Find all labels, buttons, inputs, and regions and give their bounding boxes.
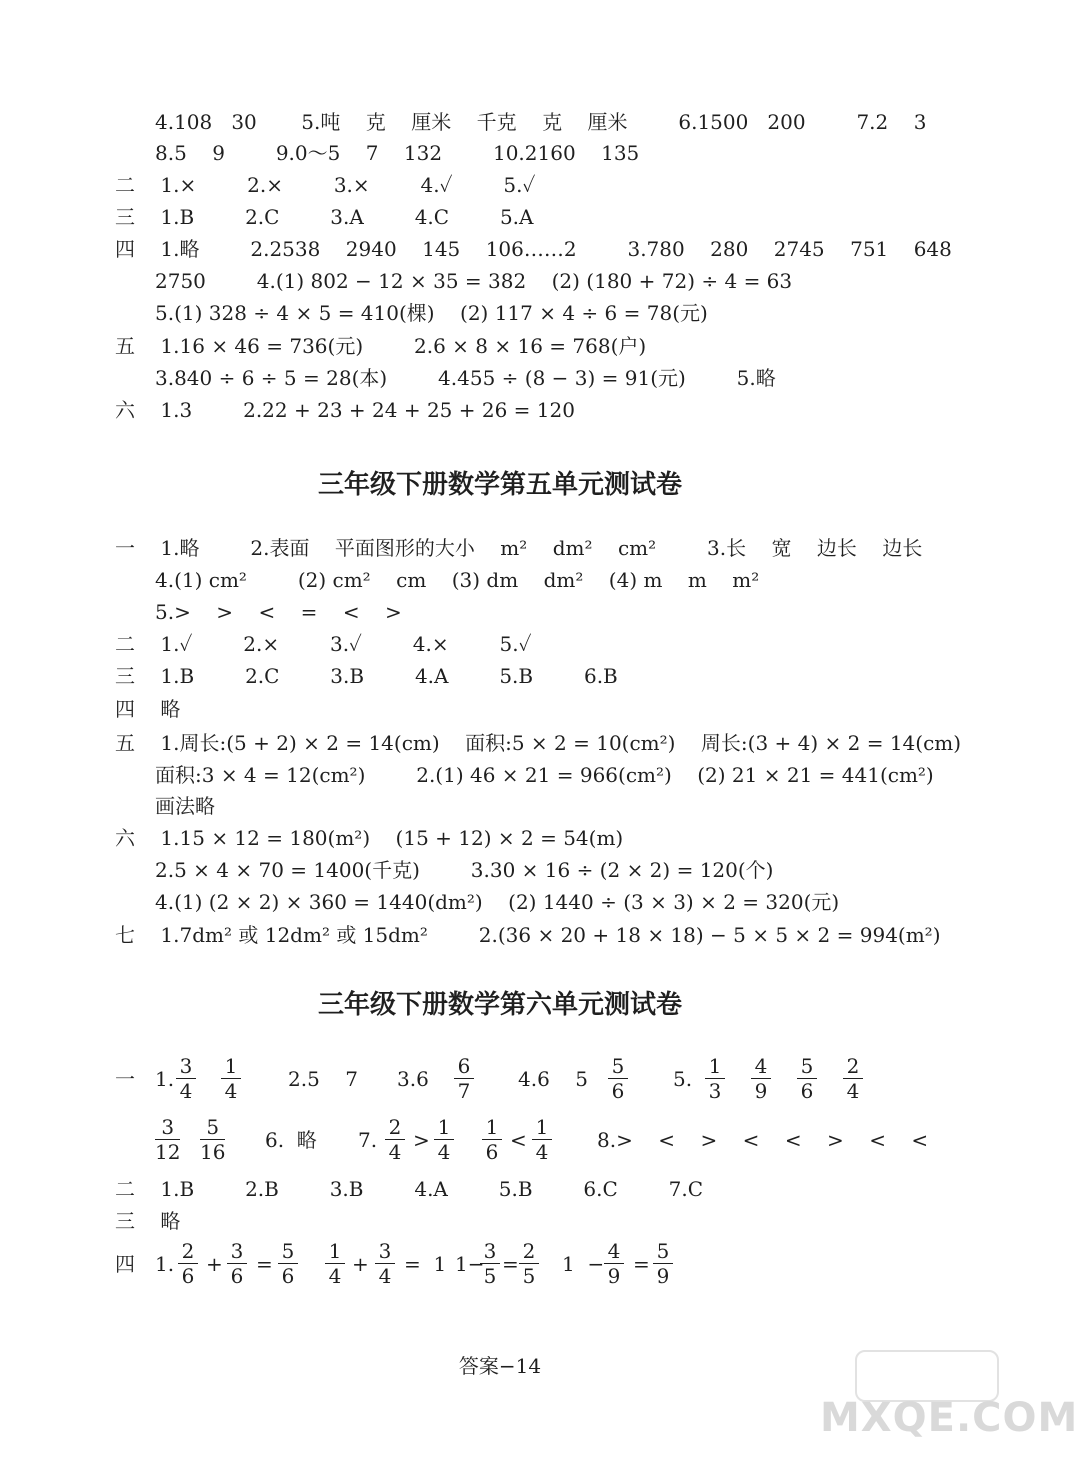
fraction: 5 6 bbox=[608, 1055, 628, 1102]
fraction: 4 9 bbox=[604, 1240, 624, 1287]
s4-line-4: 三 1.B 2.C 3.A 4.C 5.A bbox=[115, 205, 534, 229]
fraction: 4 9 bbox=[751, 1055, 771, 1102]
s5-line-8: 面积:3 × 4 = 12(cm²) 2.(1) 46 × 21 = 966(cm²) (2) 21 × 21 = 441(cm²) bbox=[155, 763, 934, 787]
s6-r5-c0: 1− bbox=[455, 1252, 485, 1276]
s5-line-3: 5.> > < = < > bbox=[155, 600, 402, 624]
s5-line-6: 四 略 bbox=[115, 697, 181, 721]
fraction: 5 16 bbox=[200, 1115, 226, 1164]
fraction: 3 6 bbox=[227, 1240, 247, 1287]
s5-line-7: 五 1.周长:(5 + 2) × 2 = 14(cm) 面积:5 × 2 = 10(cm²) 周长:(3 + 4) × 2 = 14(cm) bbox=[115, 731, 962, 755]
s6-r1-q3: 3.6 bbox=[397, 1067, 429, 1091]
page-number: 答案−14 bbox=[458, 1354, 542, 1378]
s6-r5-d0: 1 − bbox=[562, 1252, 605, 1276]
s6-r5-plus2: + bbox=[352, 1252, 369, 1276]
fraction: 2 5 bbox=[519, 1240, 539, 1287]
s5-line-5: 三 1.B 2.C 3.B 4.A 5.B 6.B bbox=[115, 664, 618, 688]
s6-r5-eq4: = bbox=[633, 1252, 650, 1276]
s4-line-6: 2750 4.(1) 802 − 12 × 35 = 382 (2) (180 + 72) ÷ 4 = 63 bbox=[155, 269, 793, 293]
s5-line-9: 画法略 bbox=[155, 794, 215, 818]
fraction: 5 6 bbox=[797, 1055, 817, 1102]
fraction: 3 12 bbox=[155, 1115, 181, 1164]
s6-r2-lt: < bbox=[510, 1128, 527, 1152]
fraction: 1 4 bbox=[532, 1116, 552, 1163]
s6-r1-q4: 4.6 5 bbox=[518, 1067, 588, 1091]
fraction: 1 4 bbox=[434, 1116, 454, 1163]
s4-line-2: 8.5 9 9.0～5 7 132 10.2160 135 bbox=[155, 141, 640, 165]
s6-r2-q6: 6. 略 bbox=[265, 1128, 317, 1152]
s5-line-13: 七 1.7dm² 或 12dm² 或 15dm² 2.(36 × 20 + 18 × 18) − 5 × 5 × 2 = 994(m²) bbox=[115, 923, 941, 947]
s4-line-8: 五 1.16 × 46 = 736(元) 2.6 × 8 × 16 = 768(户) bbox=[115, 334, 647, 358]
s5-line-1: 一 1.略 2.表面 平面图形的大小 m² dm² cm² 3.长 宽 边长 边长 bbox=[115, 536, 923, 560]
fraction: 1 4 bbox=[325, 1240, 345, 1287]
fraction: 2 4 bbox=[843, 1055, 863, 1102]
fraction: 5 9 bbox=[653, 1240, 673, 1287]
s5-line-2: 4.(1) cm² (2) cm² cm (3) dm dm² (4) m m m² bbox=[155, 568, 760, 592]
s6-r5-eq2: = 1 bbox=[404, 1252, 447, 1276]
s6-r1-q1: 1. bbox=[155, 1067, 175, 1091]
fraction: 1 3 bbox=[705, 1055, 725, 1102]
s6-r5-eq1: = bbox=[256, 1252, 273, 1276]
s5-line-4: 二 1.✓ 2.× 3.✓ 4.× 5.✓ bbox=[115, 632, 532, 656]
s6-r1-q5: 5. bbox=[673, 1067, 693, 1091]
s6-r5-q1: 1. bbox=[155, 1252, 175, 1276]
watermark: MXQE.COM bbox=[820, 1395, 1078, 1441]
fraction: 2 4 bbox=[385, 1116, 405, 1163]
s4-line-7: 5.(1) 328 ÷ 4 × 5 = 410(棵) (2) 117 × 4 ÷ 6 = 78(元) bbox=[155, 301, 708, 325]
s6-r2-q7: 7. bbox=[358, 1128, 378, 1152]
fraction: 3 5 bbox=[480, 1240, 500, 1287]
s6-line-3: 二 1.B 2.B 3.B 4.A 5.B 6.C 7.C bbox=[115, 1177, 703, 1201]
s6-r5-label: 四 bbox=[115, 1252, 135, 1276]
section6-title: 三年级下册数学第六单元测试卷 bbox=[317, 990, 682, 1020]
s5-line-12: 4.(1) (2 × 2) × 360 = 1440(dm²) (2) 1440 ÷ (3 × 3) × 2 = 320(元) bbox=[155, 890, 840, 914]
s4-line-1: 4.108 30 5.吨 克 厘米 千克 克 厘米 6.1500 200 7.2 3 bbox=[155, 110, 927, 134]
s5-line-11: 2.5 × 4 × 70 = 1400(千克) 3.30 × 16 ÷ (2 × 2) = 120(个) bbox=[155, 858, 774, 882]
fraction: 3 4 bbox=[176, 1055, 196, 1102]
fraction: 1 4 bbox=[221, 1055, 241, 1102]
s4-line-10: 六 1.3 2.22 + 23 + 24 + 25 + 26 = 120 bbox=[115, 398, 575, 422]
s6-line-4: 三 略 bbox=[115, 1209, 181, 1233]
fraction: 6 7 bbox=[454, 1055, 474, 1102]
s6-r2-gt: > bbox=[413, 1128, 430, 1152]
section5-title: 三年级下册数学第五单元测试卷 bbox=[317, 470, 682, 500]
s6-r1-q2: 2.5 7 bbox=[288, 1067, 358, 1091]
s4-line-9: 3.840 ÷ 6 ÷ 5 = 28(本) 4.455 ÷ (8 − 3) = 91(元) 5.略 bbox=[155, 366, 776, 390]
s5-line-10: 六 1.15 × 12 = 180(m²) (15 + 12) × 2 = 54(m) bbox=[115, 826, 624, 850]
s6-r5-eq3: = bbox=[502, 1252, 519, 1276]
s6-r5-plus1: + bbox=[206, 1252, 223, 1276]
fraction: 1 6 bbox=[482, 1116, 502, 1163]
fraction: 3 4 bbox=[375, 1240, 395, 1287]
s6-r1-label: 一 bbox=[115, 1067, 135, 1091]
fraction: 2 6 bbox=[178, 1240, 198, 1287]
s4-line-3: 二 1.× 2.× 3.× 4.✓ 5.✓ bbox=[115, 173, 536, 197]
s4-line-5: 四 1.略 2.2538 2940 145 106……2 3.780 280 2745 751 648 bbox=[115, 237, 952, 261]
s6-r2-q8: 8.> < > < < > < < bbox=[597, 1128, 929, 1152]
fraction: 5 6 bbox=[278, 1240, 298, 1287]
